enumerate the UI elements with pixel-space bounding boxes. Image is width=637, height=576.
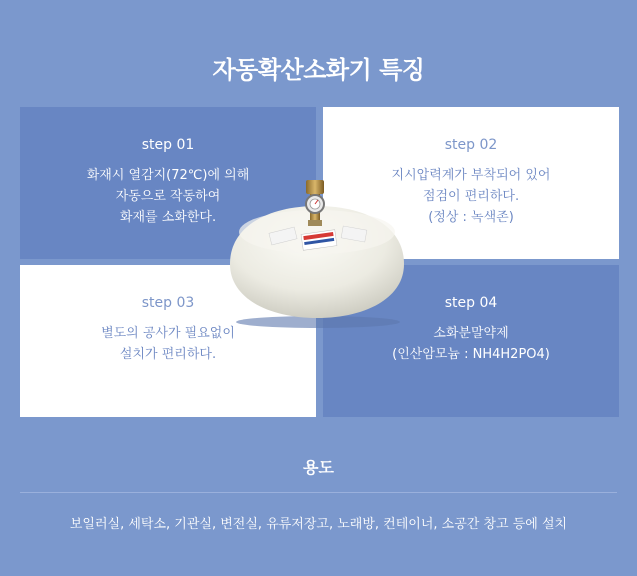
step-desc-line: 소화분말약제 [433,326,509,341]
step-desc-line: 자동으로 작동하여 [115,189,221,204]
step-desc-line: 설치가 편리하다. [119,347,217,362]
step-desc-line: 점검이 편리하다. [422,189,520,204]
step-label: step 02 [444,137,498,153]
step-desc-line: 지시압력계가 부착되어 있어 [391,168,551,183]
step-desc-line: 별도의 공사가 필요없이 [101,326,235,341]
step-desc-line: 화재시 열감지(72℃)에 의해 [86,168,250,183]
extinguisher-image [222,172,412,328]
step-label: step 03 [141,295,195,311]
step-desc-line: (인산암모늄 : NH4H2PO4) [392,347,550,362]
usage-description: 보일러실, 세탁소, 기관실, 변전실, 유류저장고, 노래방, 컨테이너, 소공간 창고 등에 설치 [69,517,568,532]
step-desc-line: 화재를 소화한다. [119,210,217,225]
step-label: step 04 [444,295,498,311]
divider [20,492,617,493]
step-label: step 01 [141,137,195,153]
step-desc-line: (정상 : 녹색존) [428,210,514,225]
page-title: 자동확산소화기 특징 [212,56,425,84]
usage-title: 용도 [303,458,334,477]
